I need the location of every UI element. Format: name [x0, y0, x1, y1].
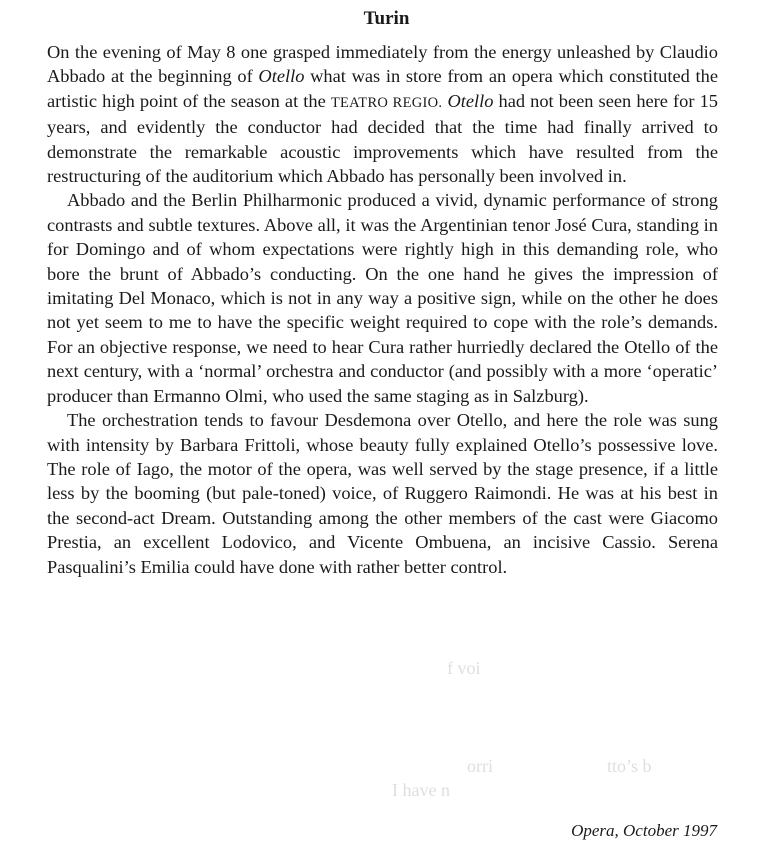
faded-fragment: I have n: [392, 780, 450, 800]
paragraph-1: [47, 40, 718, 188]
article-heading: Turin: [363, 8, 410, 29]
faded-fragment: tto’s b: [607, 756, 652, 776]
opera-title: Otello: [258, 66, 305, 87]
faded-text-area: [47, 628, 718, 798]
article-body: [47, 40, 718, 579]
faded-fragment: orri: [467, 756, 493, 776]
faded-fragment: f voi: [447, 658, 481, 678]
paragraph-3: The orchestration tends to favour Desdemona over Otello, and here the role was sung with intensity by Barbara Frittoli, whose beauty fully explained Otello’s possessive love. The role of Iago, the motor of the opera, was well served by the stage presence, if a little less by the booming (but pale-toned) voice, of Ruggero Raimondi. He was at his best in the second-act Dream. Outstanding among the other members of the cast were Giacomo Prestia, an excellent Lodovico, and Vicente Ombuena, an incisive Cassio. Serena Pasqualini’s Emilia could have done with rather better control.: [47, 410, 718, 577]
source-citation: Opera, October 1997: [571, 821, 717, 840]
paragraph-1-text: what was in store from an opera which constituted the artistic high point of the season at the: [47, 66, 718, 111]
venue-name: TEATRO REGIO.: [330, 94, 443, 111]
opera-title: Otello: [447, 90, 494, 111]
paragraph-1-text: On the evening of May 8 one grasped immediately from the energy unleashed by Claudio Abbado at the beginning of: [47, 42, 718, 87]
paragraph-1-text: had not been seen here for 15 years, and evidently the conductor had decided that the time had finally arrived to demonstrate the remarkable acoustic improvements which have resulted from the restructuring of the auditorium which Abbado has personally been involved in.: [47, 90, 718, 187]
paragraph-2: Abbado and the Berlin Philharmonic produced a vivid, dynamic performance of strong contrasts and subtle textures. Above all, it was the Argentinian tenor José Cura, standing in for Domingo and of whom expectations were rightly high in this demanding role, who bore the brunt of Abbado’s conducting. On the one hand he gives the impression of imitating Del Monaco, which is not in any way a positive sign, while on the other he does not yet seem to me to have the specific weight required to cope with the role’s demands. For an objective response, we need to hear Cura rather hurriedly declared the Otello of the next century, with a ‘normal’ orchestra and conductor (and possibly with a more ‘operatic’ producer than Ermanno Olmi, who used the same staging as in Salzburg).: [47, 190, 718, 406]
